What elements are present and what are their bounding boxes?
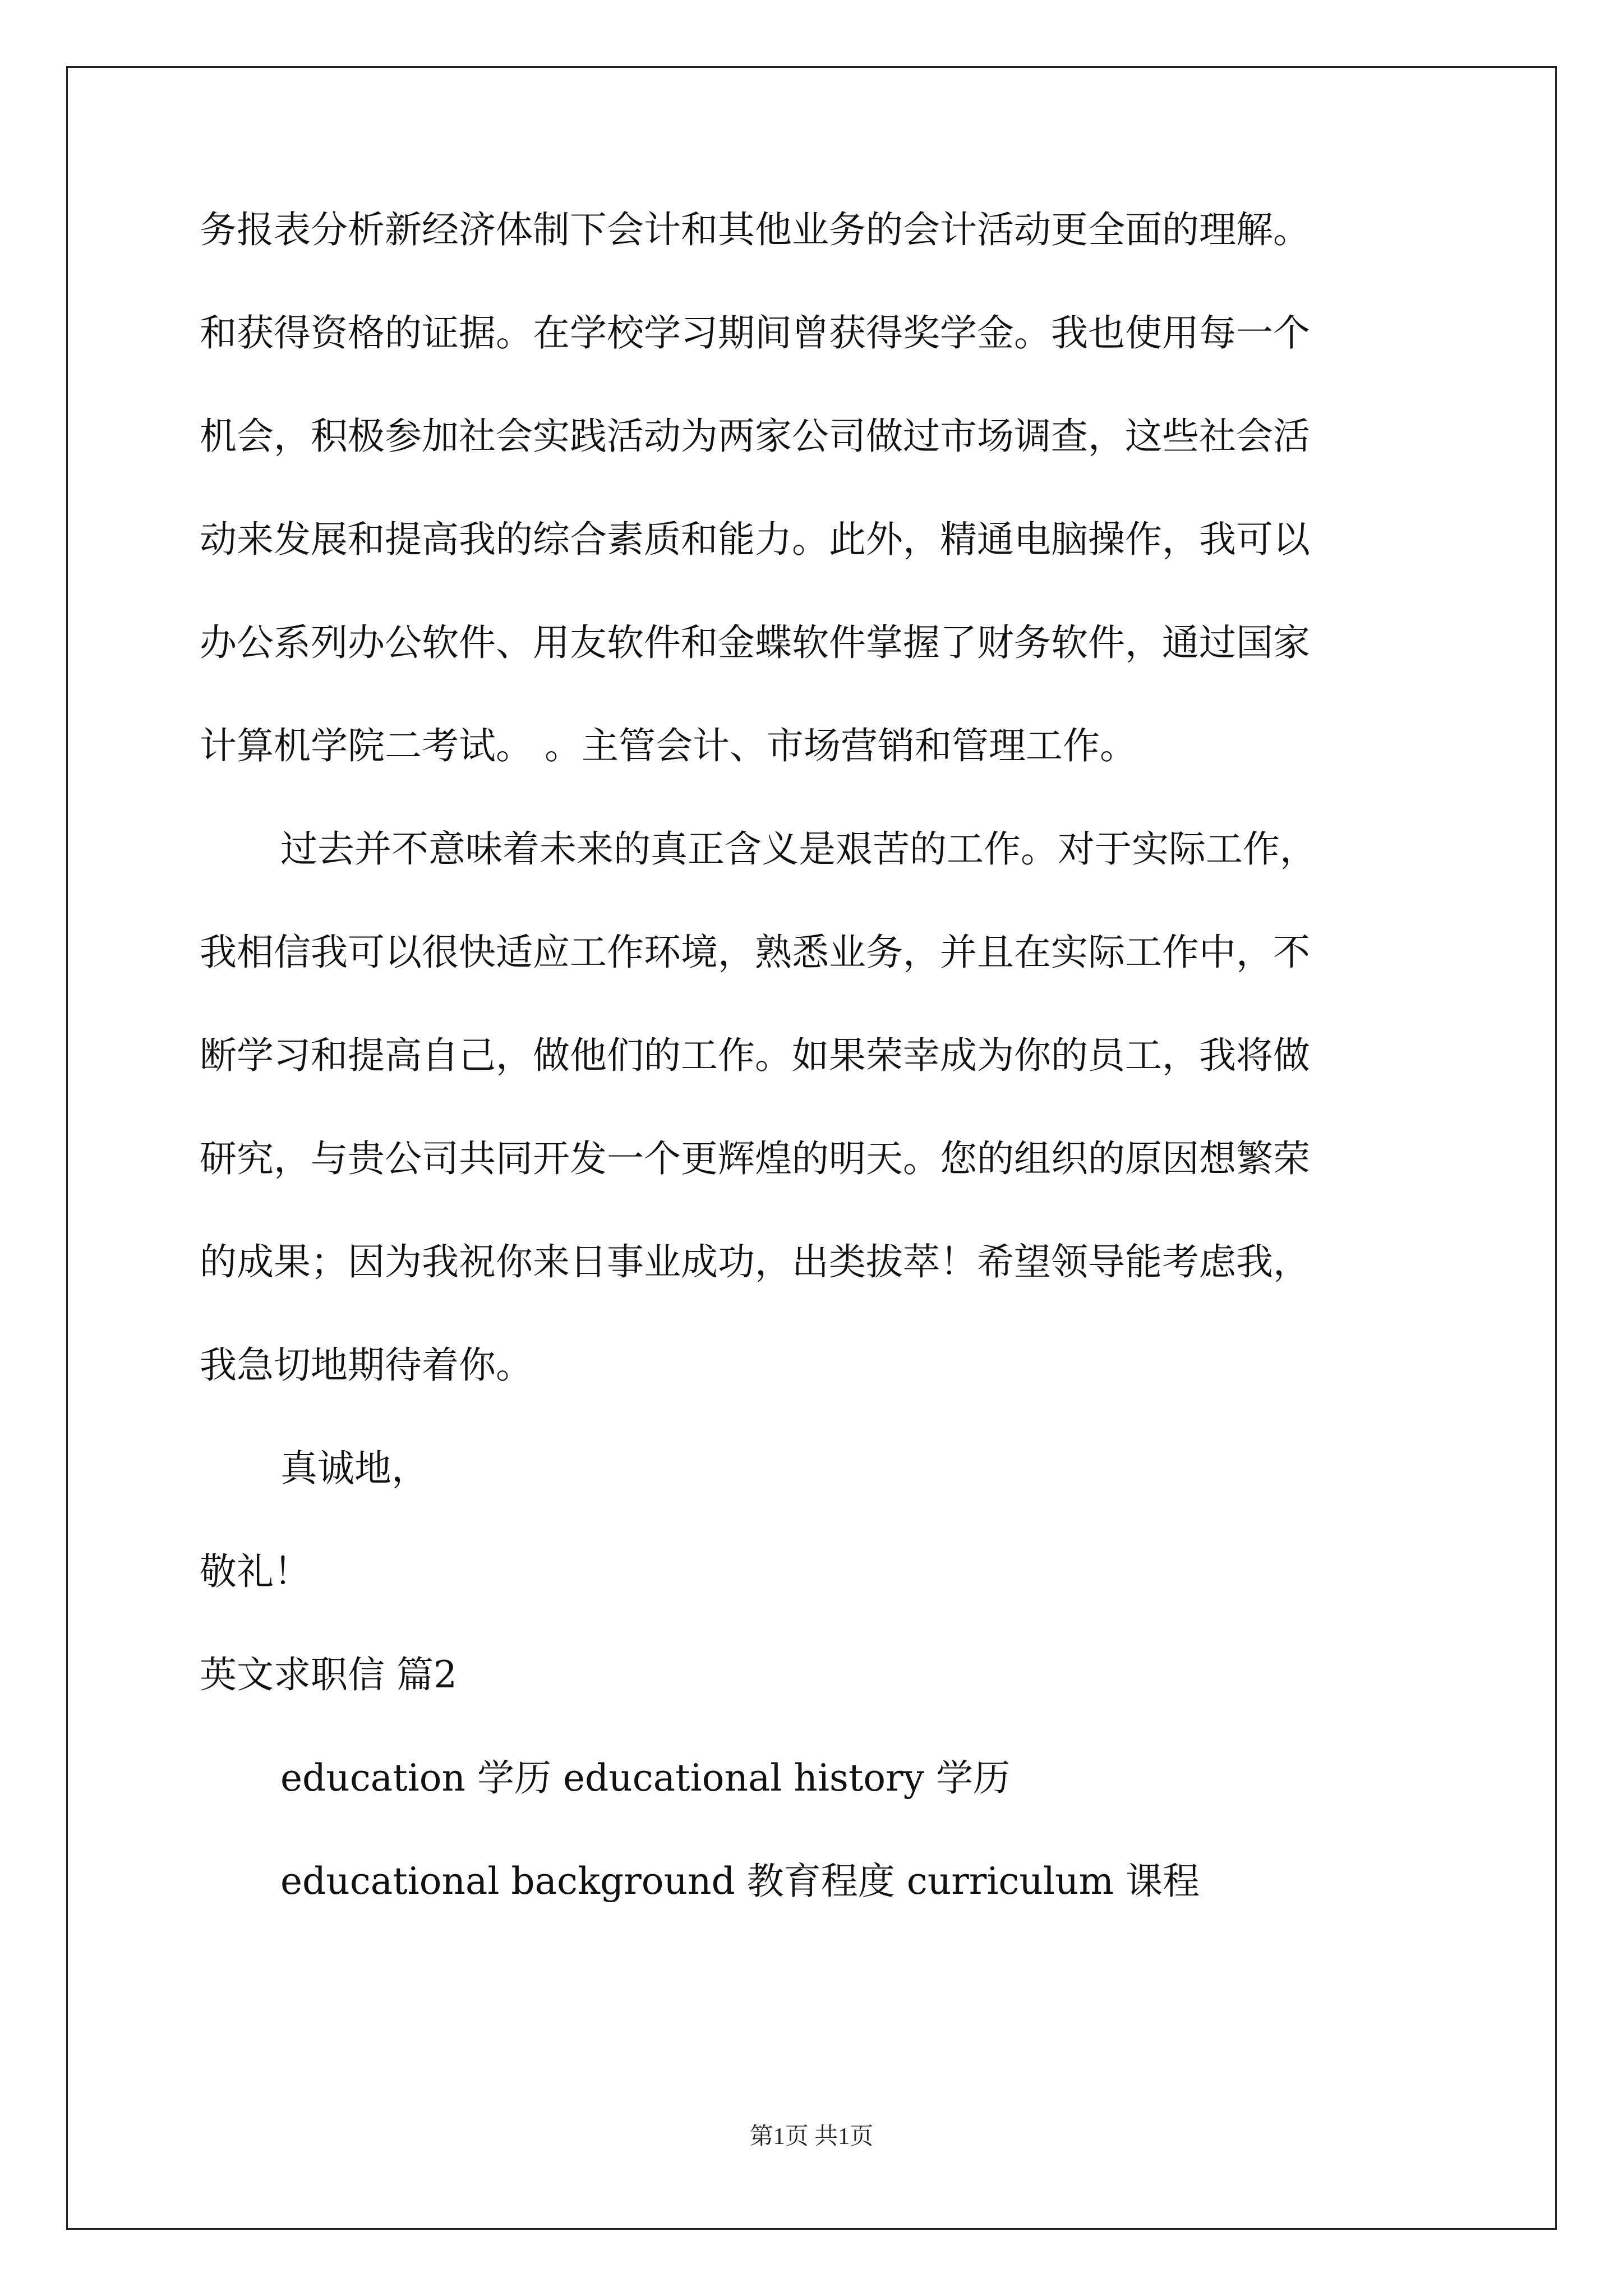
vocabulary-line: education 学历 educational history 学历 — [280, 1756, 1010, 1800]
body-text-line: 办公系列办公软件、用友软件和金蝶软件掌握了财务软件，通过国家 — [200, 621, 1310, 664]
body-text-line: 过去并不意味着未来的真正含义是艰苦的工作。对于实际工作， — [280, 827, 1317, 871]
page-footer: 第1页 共1页 — [749, 2124, 874, 2150]
body-text-line: 断学习和提高自己，做他们的工作。如果荣幸成为你的员工，我将做 — [200, 1034, 1310, 1077]
body-text-line: 的成果；因为我祝你来日事业成功，出类拔萃！希望领导能考虑我， — [200, 1240, 1310, 1283]
body-text-line: 和获得资格的证据。在学校学习期间曾获得奖学金。我也使用每一个 — [200, 311, 1310, 355]
body-text-line: 我急切地期待着你。 — [200, 1343, 533, 1387]
body-text-line: 机会，积极参加社会实践活动为两家公司做过市场调查，这些社会活 — [200, 415, 1310, 458]
vocabulary-line: educational background 教育程度 curriculum 课程 — [280, 1860, 1200, 1903]
closing-salutation: 真诚地， — [280, 1447, 428, 1490]
body-text-line: 动来发展和提高我的综合素质和能力。此外，精通电脑操作，我可以 — [200, 518, 1310, 561]
closing-regards: 敬礼！ — [200, 1550, 311, 1593]
section-heading: 英文求职信 篇2 — [200, 1653, 457, 1696]
body-text-line: 我相信我可以很快适应工作环境，熟悉业务，并且在实际工作中，不 — [200, 931, 1310, 974]
body-text-line: 务报表分析新经济体制下会计和其他业务的会计活动更全面的理解。 — [200, 208, 1310, 251]
body-text-line: 计算机学院二考试。 。主管会计、市场营销和管理工作。 — [200, 724, 1137, 767]
body-text-line: 研究，与贵公司共同开发一个更辉煌的明天。您的组织的原因想繁荣 — [200, 1137, 1310, 1180]
